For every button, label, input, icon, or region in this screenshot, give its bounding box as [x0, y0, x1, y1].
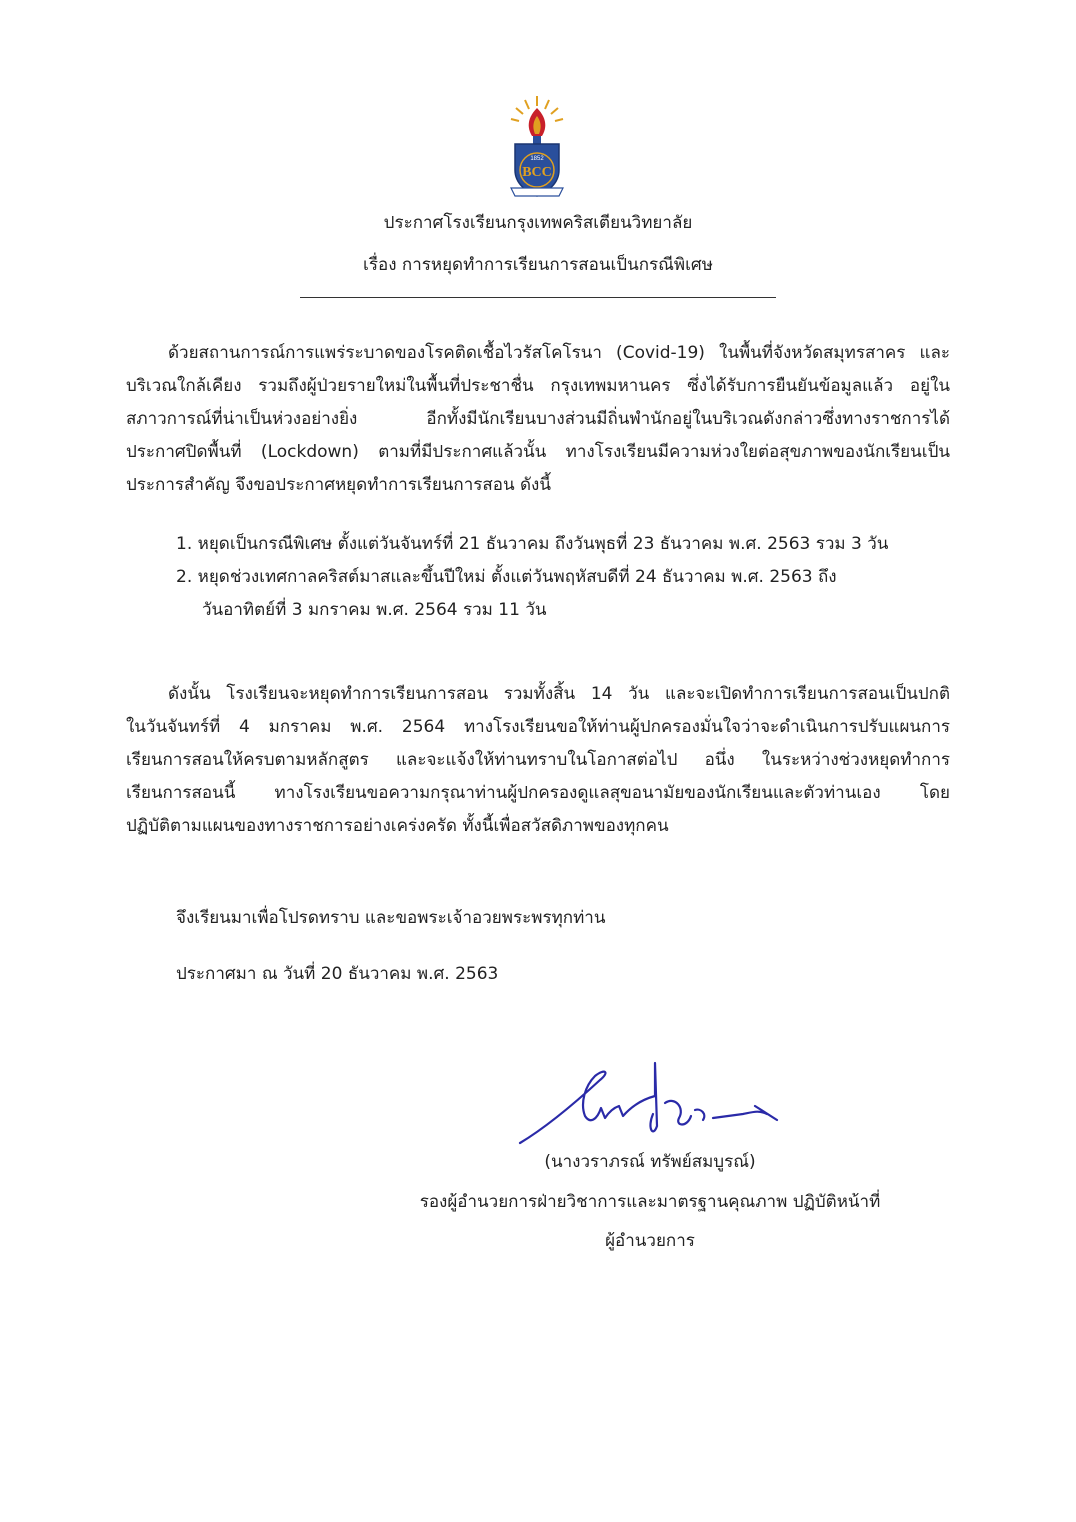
closing-line: จึงเรียนมาเพื่อโปรดทราบ และขอพระเจ้าอวยพระพรทุกท่าน	[176, 908, 606, 928]
paragraph-line: ดังนั้น โรงเรียนจะหยุดทำการเรียนการสอน รวมทั้งสิ้น 14 วัน และจะเปิดทำการเรียนการสอนเป็นปกติ	[168, 684, 950, 704]
signatory-acting-as: ผู้อำนวยการ	[605, 1231, 695, 1251]
announcement-title: ประกาศโรงเรียนกรุงเทพคริสเตียนวิทยาลัย	[383, 213, 693, 233]
svg-text:1852: 1852	[530, 156, 544, 162]
closure-list	[176, 528, 888, 627]
paragraph-line: ปฏิบัติตามแผนของทางราชการอย่างเคร่งครัด ทั้งนี้เพื่อสวัสดิภาพของทุกคน	[126, 816, 669, 836]
title-divider	[300, 297, 776, 298]
list-item-continuation: วันอาทิตย์ที่ 3 มกราคม พ.ศ. 2564 รวม 11 วัน	[202, 600, 547, 620]
paragraph-line: บริเวณใกล้เคียง รวมถึงผู้ป่วยรายใหม่ในพื้นที่ประชาชื่น กรุงเทพมหานคร ซึ่งได้รับการยืนยันข้อมูลแล้ว อยู่ใน	[126, 376, 950, 396]
paragraph-line: ประการสำคัญ จึงขอประกาศหยุดทำการเรียนการสอน ดังนี้	[126, 475, 551, 495]
crest-text: BCC	[522, 165, 552, 180]
paragraph-line: ในวันจันทร์ที่ 4 มกราคม พ.ศ. 2564 ทางโรงเรียนขอให้ท่านผู้ปกครองมั่นใจว่าจะดำเนินการปรับแผนการ	[126, 717, 950, 737]
paragraph-line: เรียนการสอนนี้ ทางโรงเรียนขอความกรุณาท่านผู้ปกครองดูแลสุขอนามัยของนักเรียนและตัวท่านเอง โดย	[126, 783, 950, 803]
paragraph-line: เรียนการสอนให้ครบตามหลักสูตร และจะแจ้งให้ท่านทราบในโอกาสต่อไป อนึ่ง ในระหว่างช่วงหยุดทำการ	[126, 750, 950, 770]
list-item: 2. หยุดช่วงเทศกาลคริสต์มาสและขึ้นปีใหม่ ตั้งแต่วันพฤหัสบดีที่ 24 ธันวาคม พ.ศ. 2563 ถึง	[176, 567, 837, 587]
signatory-position: รองผู้อำนวยการฝ่ายวิชาการและมาตรฐานคุณภาพ ปฏิบัติหน้าที่	[419, 1192, 881, 1212]
date-line: ประกาศมา ณ วันที่ 20 ธันวาคม พ.ศ. 2563	[176, 964, 499, 984]
list-item: 1. หยุดเป็นกรณีพิเศษ ตั้งแต่วันจันทร์ที่ 21 ธันวาคม ถึงวันพุธที่ 23 ธันวาคม พ.ศ. 2563 รวม 3 วัน	[176, 534, 889, 554]
handwritten-signature	[515, 1058, 785, 1148]
school-crest-logo	[505, 92, 569, 202]
signatory-name: (นางวราภรณ์ ทรัพย์สมบูรณ์)	[544, 1152, 756, 1172]
ribbon-icon	[511, 188, 563, 196]
announcement-subject: เรื่อง การหยุดทำการเรียนการสอนเป็นกรณีพิเศษ	[363, 255, 713, 275]
intro-paragraph	[126, 337, 950, 502]
paragraph-line: ประกาศปิดพื้นที่ (Lockdown) ตามที่มีประกาศแล้วนั้น ทางโรงเรียนมีความห่วงใยต่อสุขภาพของนักเรียนเป็น	[126, 442, 950, 462]
paragraph-line: สภาวการณ์ที่น่าเป็นห่วงอย่างยิ่ง อีกทั้งมีนักเรียนบางส่วนมีถิ่นพำนักอยู่ในบริเวณดังกล่าวซึ่งทางราชการได้	[126, 409, 950, 429]
paragraph-line: ด้วยสถานการณ์การแพร่ระบาดของโรคติดเชื้อไวรัสโคโรนา (Covid-19) ในพื้นที่จังหวัดสมุทรสาคร และ	[168, 343, 950, 363]
summary-paragraph	[126, 678, 950, 843]
